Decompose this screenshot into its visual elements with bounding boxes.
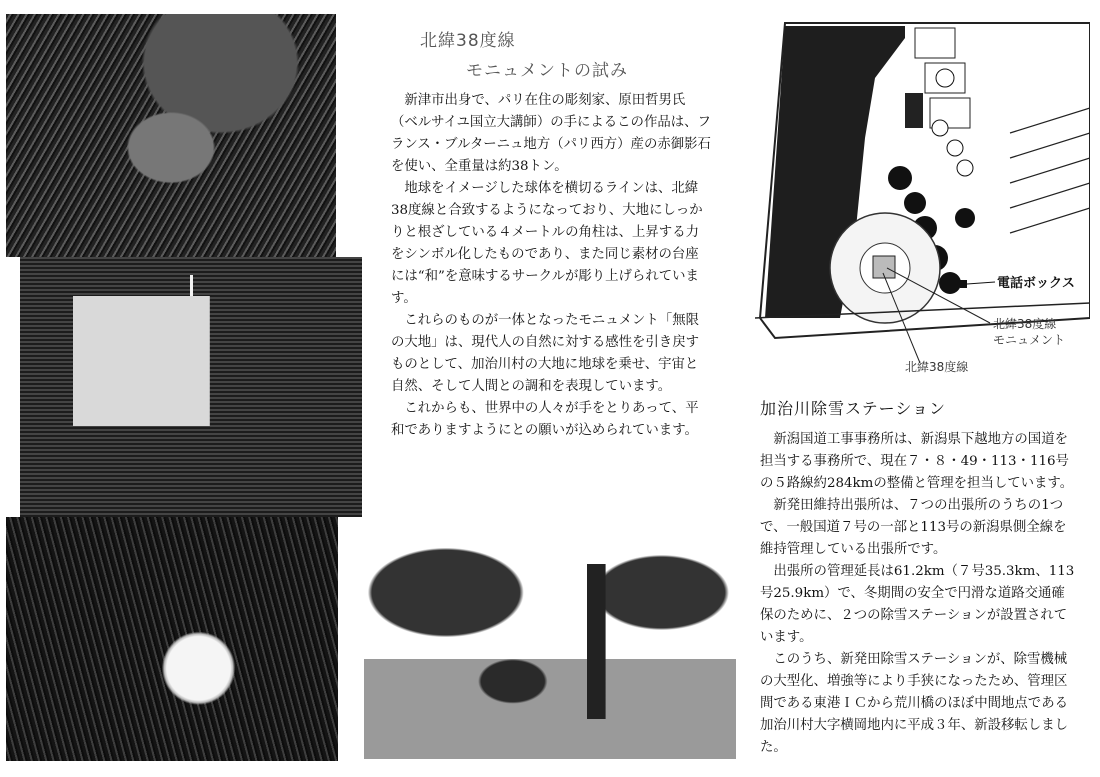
station-paragraph: このうち、新発田除雪ステーションが、除雪機械の大型化、増強等により手狭になったため、管理区間である東港ＩＣから荒川橋のほぼ中間地点である加治川村大字横岡地内に平成３年、新設移転しました。: [760, 652, 1068, 755]
phone-box-label: 電話ボックス: [997, 276, 1075, 291]
sphere-carving-photo: [6, 517, 338, 761]
site-map: [755, 18, 1090, 383]
monument-label-line-2: モニュメント: [993, 333, 1066, 347]
station-paragraph: 出張所の管理延長は61.2km（７号35.3km、113号25.9km）で、冬期間の安全で円滑な道路交通確保のために、２つの除雪ステーションが設置されています。: [760, 564, 1075, 645]
monument-photo: [364, 537, 736, 759]
latitude-label: 北緯38度線: [905, 360, 969, 374]
page-title: [420, 26, 720, 86]
title-line-1: 北緯38度線: [420, 31, 516, 51]
monument-description: [391, 90, 711, 442]
title-line-2: モニュメントの試み: [466, 61, 628, 81]
monument-paragraph: これらのものが一体となったモニュメント「無限の大地」は、現代人の自然に対する感性を引き戻すものとして、加治川村の大地に地球を乗せ、宇宙と自然、そして人間との調和を表現しています。: [391, 313, 699, 394]
monument-paragraph: これからも、世界中の人々が手をとりあって、平和でありますようにとの願いが込められています。: [391, 401, 699, 438]
section-heading: 加治川除雪ステーション: [760, 399, 947, 418]
station-paragraph: 新潟国道工事事務所は、新潟県下越地方の国道を担当する事務所で、現在７・８・49・113・116号の５路線約284kmの整備と管理を担当しています。: [760, 432, 1074, 491]
snow-station-section: [760, 396, 1078, 759]
monument-map-label: [993, 316, 1065, 348]
monument-label-line-1: 北緯38度線: [993, 317, 1057, 331]
monument-paragraph: 地球をイメージした球体を横切るラインは、北緯38度線と合致するようになっており、大地にしっかりと根ざしている４メートルの角柱は、上昇する力をシンボル化したものであり、また同じ素材の台座には“和”を意味するサークルが彫り上げられています。: [391, 181, 703, 306]
monument-paragraph: 新津市出身で、パリ在住の彫刻家、原田哲男氏（ベルサイユ国立大講師）の手によるこの作品は、フランス・ブルターニュ地方（パリ西方）産の赤御影石を使い、全重量は約38トン。: [391, 93, 711, 174]
workshop-photo: [20, 257, 362, 517]
quarry-photo: [6, 14, 336, 257]
station-paragraph: 新発田維持出張所は、７つの出張所のうちの1つで、一般国道７号の一部と113号の新潟県側全線を維持管理している出張所です。: [760, 498, 1067, 557]
